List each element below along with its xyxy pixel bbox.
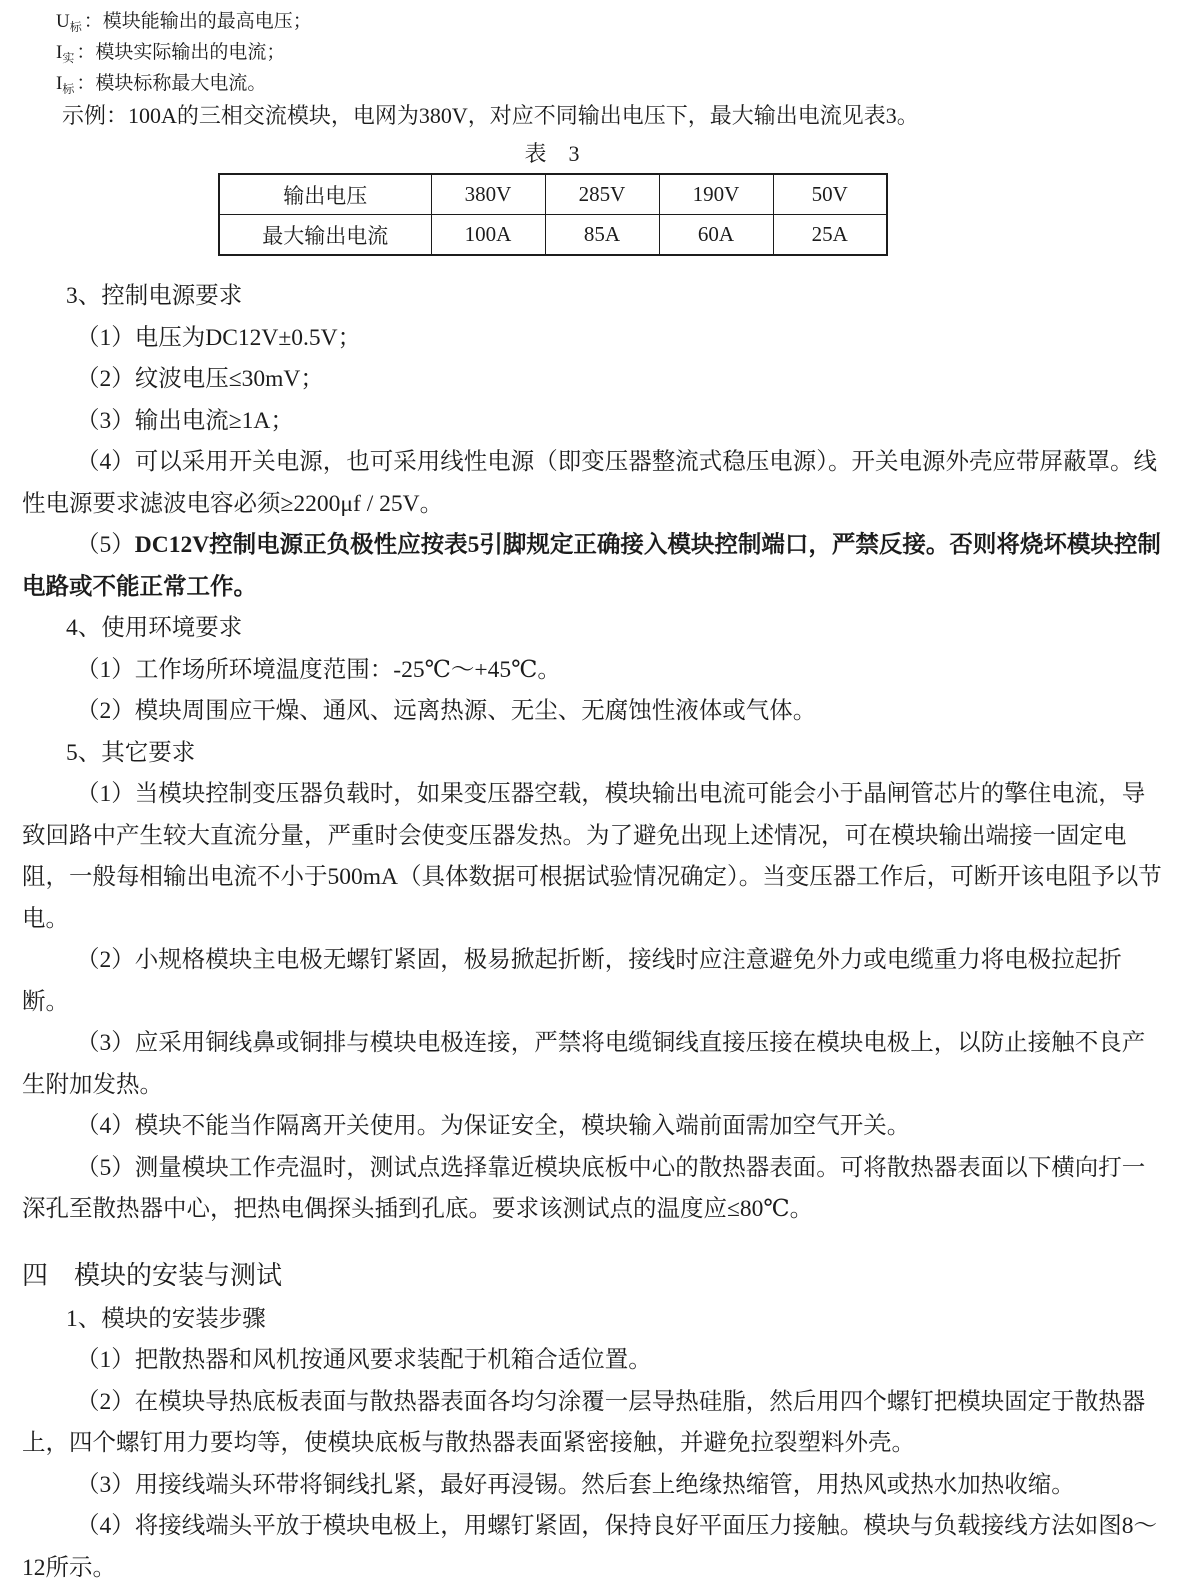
chapter4-heading: 四 模块的安装与测试: [22, 1260, 283, 1290]
table-3: [218, 173, 888, 256]
table-cell: 190V: [659, 174, 773, 215]
section5-item-5: （5）测量模块工作壳温时，测试点选择靠近模块底板中心的散热器表面。可将散热器表面以下横向打一深孔至散热器中心，把热电偶探头插到孔底。要求该测试点的温度应≤80℃。: [22, 1154, 1146, 1222]
section4-item-1: （1）工作场所环境温度范围：-25℃～+45℃。: [76, 656, 561, 683]
table-3-caption: 表 3: [524, 141, 580, 166]
symbol-u: U: [56, 11, 70, 32]
install-step-3: （3）用接线端头环带将铜线扎紧，最好再浸锡。然后套上绝缘热缩管，用热风或热水加热收缩。: [76, 1471, 1075, 1498]
definition-text: ：模块能输出的最高电压；: [83, 11, 312, 32]
symbol-definitions: [22, 6, 1168, 99]
table-cell: 输出电压: [219, 174, 431, 215]
definition-line-i-rated: [22, 68, 1168, 99]
section5-item-4: （4）模块不能当作隔离开关使用。为保证安全，模块输入端前面需加空气开关。: [76, 1113, 911, 1139]
warning-bold-text: DC12V控制电源正负极性应按表5引脚规定正确接入模块控制端口，严禁反接。否则将烧坏模块控制电路或不能正常工作。: [22, 532, 1161, 600]
table-cell: 最大输出电流: [219, 215, 431, 256]
section3-item-5: [22, 525, 1168, 608]
definition-line-i-actual: [22, 37, 1168, 68]
section5-heading: 5、其它要求: [66, 739, 196, 766]
symbol-i: I: [56, 73, 63, 94]
section4-item-2: （2）模块周围应干燥、通风、远离热源、无尘、无腐蚀性液体或气体。: [76, 698, 817, 724]
symbol-subscript: 标: [69, 20, 82, 34]
symbol-subscript: 标: [62, 82, 75, 96]
table-cell: 85A: [545, 215, 659, 256]
section5-item-3: （3）应采用铜线鼻或铜排与模块电极连接，严禁将电缆铜线直接压接在模块电极上，以防止接触不良产生附加发热。: [22, 1030, 1146, 1098]
symbol-i: I: [56, 42, 63, 63]
table-row-max-output-current: [219, 215, 887, 256]
example-sentence: 示例：100A的三相交流模块，电网为380V，对应不同输出电压下，最大输出电流见表3。: [62, 103, 919, 128]
section3-heading: 3、控制电源要求: [66, 283, 243, 309]
section3-item-1: （1）电压为DC12V±0.5V；: [76, 324, 362, 351]
table-cell: 60A: [659, 215, 773, 256]
definition-text: ：模块标称最大电流。: [76, 73, 267, 94]
table-cell: 50V: [773, 174, 887, 215]
symbol-subscript: 实: [62, 51, 75, 65]
table-cell: 25A: [773, 215, 887, 256]
section5-item-2: （2）小规格模块主电极无螺钉紧固，极易掀起折断，接线时应注意避免外力或电缆重力将电极拉起折断。: [22, 947, 1122, 1015]
install-step-1: （1）把散热器和风机按通风要求装配于机箱合适位置。: [76, 1347, 652, 1373]
section3-item-4: （4）可以采用开关电源，也可采用线性电源（即变压器整流式稳压电源）。开关电源外壳应带屏蔽罩。线性电源要求滤波电容必须≥2200μf / 25V。: [22, 449, 1157, 517]
section3-item-3: （3）输出电流≥1A；: [76, 407, 294, 434]
install-step-2: （2）在模块导热底板表面与散热器表面各均匀涂覆一层导热硅脂，然后用四个螺钉把模块固定于散热器上，四个螺钉用力要均等，使模块底板与散热器表面紧密接触，并避免拉裂塑料外壳。: [22, 1388, 1146, 1456]
definition-text: ：模块实际输出的电流；: [76, 42, 286, 63]
definition-line-u-rated: [22, 6, 1168, 37]
table-cell: 285V: [545, 174, 659, 215]
table-cell: 100A: [431, 215, 545, 256]
item-number: （5）: [76, 532, 135, 558]
table-cell: 380V: [431, 174, 545, 215]
install-step-4: （4）将接线端头平放于模块电极上，用螺钉紧固，保持良好平面压力接触。模块与负载接线方法如图8～12所示。: [22, 1513, 1157, 1581]
section4-heading: 4、使用环境要求: [66, 615, 243, 641]
chapter4-sub1-heading: 1、模块的安装步骤: [66, 1305, 266, 1332]
section5-item-1: （1）当模块控制变压器负载时，如果变压器空载，模块输出电流可能会小于晶闸管芯片的擎住电流，导致回路中产生较大直流分量，严重时会使变压器发热。为了避免出现上述情况，可在模块输出端接一固定电阻，一般每相输出电流不小于500mA（具体数据可根据试验情况确定）。当变压器工作后，可断开该电阻予以节电。: [22, 781, 1162, 932]
section3-item-2: （2）纹波电压≤30mV；: [76, 366, 324, 392]
table-row-output-voltage: [219, 174, 887, 215]
